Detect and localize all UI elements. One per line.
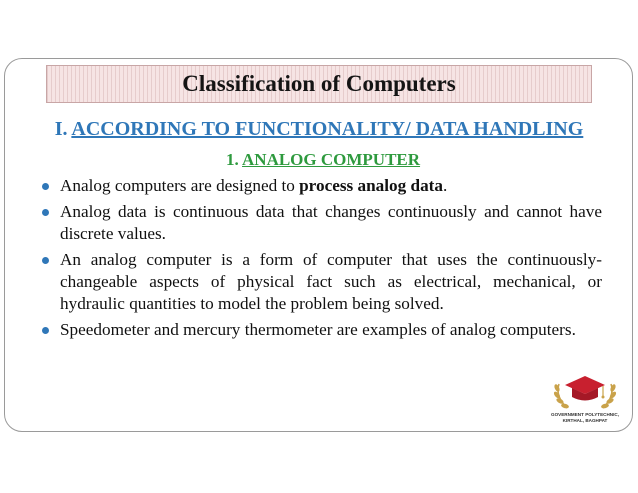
bullet-item xyxy=(40,201,602,245)
bullet-item xyxy=(40,319,602,341)
institution-name-line2: KIRTHAL, BAGHPAT xyxy=(562,418,608,423)
slide-title: Classification of Computers xyxy=(182,71,456,96)
subsection-title-link[interactable]: ANALOG COMPUTER xyxy=(242,150,421,169)
bullet-item xyxy=(40,175,602,197)
subsection-number: 1. xyxy=(225,150,243,169)
subsection-heading xyxy=(0,150,638,170)
bullet-dot-icon xyxy=(42,209,49,216)
institution-name xyxy=(545,412,625,424)
graduation-cap-laurel-icon xyxy=(545,372,625,416)
bullet-text: Speedometer and mercury thermometer are examples of analog computers. xyxy=(60,320,576,339)
institution-name-line1: GOVERNMENT POLYTECHNIC, xyxy=(551,412,619,417)
bullet-text: An analog computer is a form of computer that uses the continuously-changeable aspects of physical fact such as electrical, mechanical, or hydraulic quantities to model the problem being solved. xyxy=(60,250,602,313)
bullet-dot-icon xyxy=(42,257,49,264)
bullet-dot-icon xyxy=(42,183,49,190)
section-title-link[interactable]: ACCORDING TO FUNCTIONALITY/ DATA HANDLING xyxy=(71,118,584,140)
section-heading xyxy=(0,118,638,141)
bullet-text: Analog computers are designed to xyxy=(60,176,300,195)
bullet-text: Analog data is continuous data that changes continuously and cannot have discrete values. xyxy=(60,202,602,243)
bullet-text-end: . xyxy=(443,176,448,195)
slide-title-bar xyxy=(46,65,592,103)
section-number: I. xyxy=(54,118,72,140)
bullet-item xyxy=(40,249,602,315)
institution-logo xyxy=(545,372,625,430)
bullet-bold-text: process analog data xyxy=(299,176,444,195)
bullet-list xyxy=(40,175,602,345)
bullet-dot-icon xyxy=(42,327,49,334)
